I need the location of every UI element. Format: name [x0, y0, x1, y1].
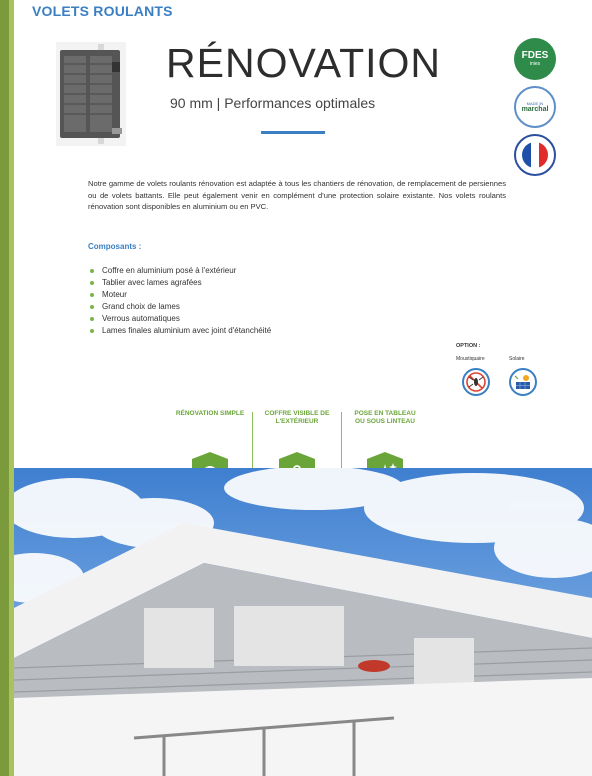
- marchal-badge-label: marchal: [521, 105, 549, 113]
- marchal-badge-top: MADE IN: [526, 100, 544, 106]
- fdes-badge: [514, 38, 556, 80]
- section-title: VOLETS ROULANTS: [32, 3, 173, 19]
- fdes-badge-sub: inies: [529, 61, 541, 67]
- building-photo: [14, 468, 592, 776]
- made-in-france-badge: [514, 134, 556, 176]
- options-heading: OPTION :: [456, 343, 481, 349]
- french-flag-icon: [522, 142, 548, 168]
- list-item: Verrous automatiques: [90, 313, 271, 325]
- product-description: Notre gamme de volets roulants rénovation est adaptée à tous les chantiers de rénovation, de remplacement de persiennes ou de volets battants. Elle peut également venir en complément d'une protection solaire existante. Nos volets roulants rénovation sont disponibles en aluminium ou en PVC.: [88, 179, 506, 211]
- feature-label: COFFRE VISIBLE DE L'EXTÉRIEUR: [264, 410, 330, 425]
- feature-label: RÉNOVATION SIMPLE: [175, 410, 245, 417]
- product-image: [56, 42, 126, 146]
- list-item: Coffre en aluminium posé à l'extérieur: [90, 265, 271, 277]
- fdes-badge-label: FDES: [521, 50, 549, 61]
- list-item: Grand choix de lames: [90, 301, 271, 313]
- page-subtitle: 90 mm | Performances optimales: [170, 95, 376, 111]
- list-item: Tablier avec lames agrafées: [90, 277, 271, 289]
- option-mosquito-label: Moustiquaire: [456, 356, 485, 362]
- option-solar-label: Solaire: [509, 356, 525, 362]
- page-title: RÉNOVATION: [166, 40, 441, 86]
- feature-label: POSE EN TABLEAU OU SOUS LINTEAU: [354, 410, 416, 425]
- solar-icon: [509, 368, 537, 396]
- mosquito-icon: [462, 368, 490, 396]
- components-heading: Composants :: [88, 242, 142, 251]
- title-underline: [261, 131, 325, 134]
- list-item: Lames finales aluminium avec joint d'étanchéité: [90, 325, 271, 337]
- marchal-badge: [514, 86, 556, 128]
- components-list: [90, 265, 271, 337]
- list-item: Moteur: [90, 289, 271, 301]
